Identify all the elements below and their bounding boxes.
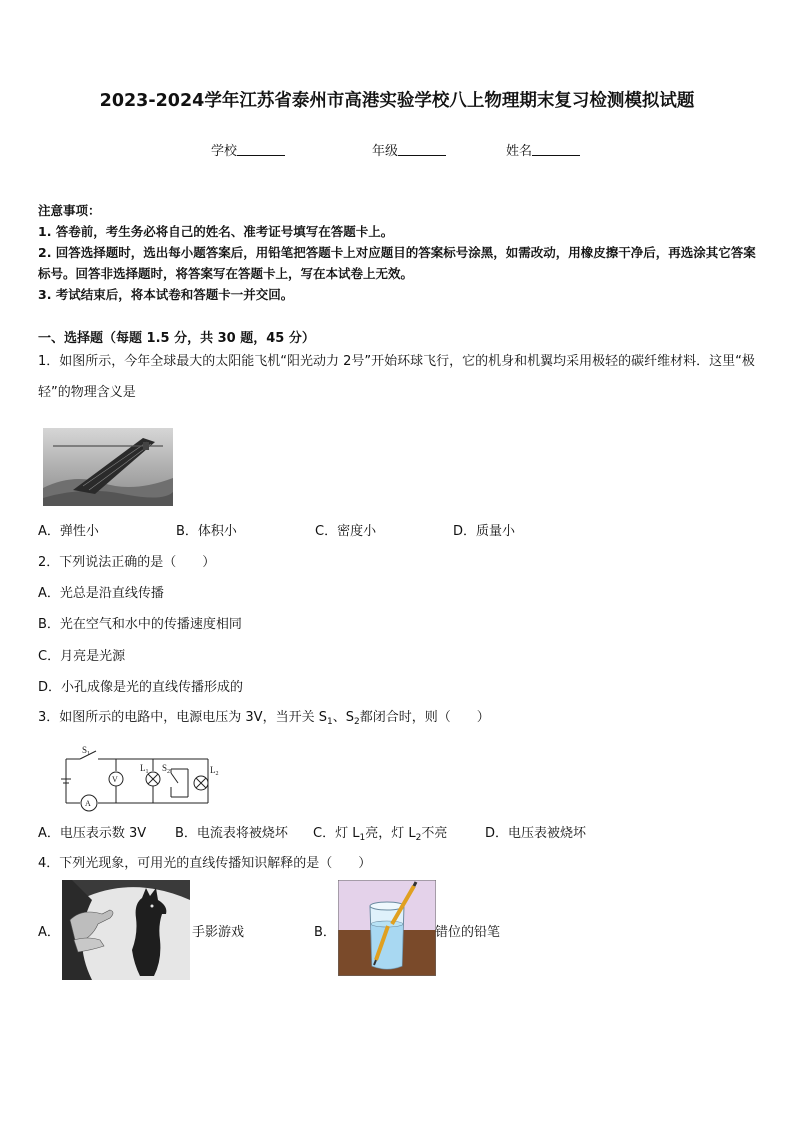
switch-s1-label: $S_1$ — [82, 745, 91, 757]
q3-option-b[interactable]: B．电流表将被烧坏 — [175, 826, 288, 841]
notice-item-2: 2. 回答选择题时，选出每小题答案后，用铅笔把答题卡上对应题目的答案标号涂黑，如需改动，用橡皮擦干净后，再选涂其它答案标号。回答非选择题时，将答案写在答题卡上，写在本试卷上无效。 — [38, 245, 756, 281]
circuit-diagram — [58, 745, 226, 813]
solar-plane-image — [43, 428, 173, 506]
name-field — [506, 140, 580, 159]
grade-label: 年级 — [372, 144, 399, 159]
ammeter-label: A — [85, 799, 91, 808]
grade-blank[interactable] — [398, 143, 446, 156]
q2-option-b[interactable]: B．光在空气和水中的传播速度相同 — [38, 617, 242, 632]
q3-option-a[interactable]: A．电压表示数 3V — [38, 826, 147, 841]
switch-s2-label: $S_2$ — [162, 763, 171, 775]
hand-shadow-image — [62, 880, 190, 980]
name-blank[interactable] — [532, 143, 580, 156]
notice-item-1: 1. 答卷前，考生务必将自己的姓名、准考证号填写在答题卡上。 — [38, 224, 394, 239]
notice-heading: 注意事项： — [38, 203, 101, 218]
q3-text-part-b: 、S — [332, 710, 354, 725]
q4-option-b-label[interactable]: B． — [314, 925, 336, 940]
q3-text-part-a: 3．如图所示的电路中，电源电压为 3V，当开关 S — [38, 710, 327, 725]
question-2-text: 2．下列说法正确的是（ ） — [38, 555, 216, 570]
q3-option-c[interactable] — [313, 822, 447, 843]
q1-option-b[interactable]: B．体积小 — [176, 524, 237, 539]
name-label: 姓名 — [506, 144, 533, 159]
notice-block — [38, 200, 758, 305]
q4-option-a-label[interactable]: A． — [38, 925, 60, 940]
q3-text-sub-1: 1 — [326, 717, 333, 727]
section-heading: 一、选择题（每题 1.5 分，共 30 题，45 分） — [38, 331, 315, 346]
grade-field — [372, 140, 446, 159]
lamp-l1-label: $L_1$ — [140, 763, 149, 775]
q3-option-d[interactable]: D．电压表被烧坏 — [485, 826, 587, 841]
question-1-text: 1．如图所示，今年全球最大的太阳能飞机“阳光动力 2号”开始环球飞行，它的机身和机翼均采用极轻的碳纤维材料．这里“极轻”的物理含义是 — [38, 354, 755, 400]
q2-option-d[interactable]: D．小孔成像是光的直线传播形成的 — [38, 680, 244, 695]
lamp-l2-label: $L_2$ — [210, 765, 219, 777]
q3-text-part-c: 都闭合时，则（ ） — [359, 710, 490, 725]
school-label: 学校 — [211, 144, 238, 159]
school-field — [211, 140, 285, 159]
question-3-text — [38, 706, 490, 727]
school-blank[interactable] — [237, 143, 285, 156]
q1-option-a[interactable]: A．弹性小 — [38, 524, 99, 539]
q3-option-c-sub-2: 2 — [415, 833, 422, 843]
q4-option-b-caption: 错位的铅笔 — [435, 925, 501, 940]
notice-item-3: 3. 考试结束后，将本试卷和答题卡一并交回。 — [38, 287, 294, 302]
pencil-in-glass-image — [338, 880, 436, 976]
q1-option-d[interactable]: D．质量小 — [453, 524, 516, 539]
q4-option-a-caption: 手影游戏 — [192, 925, 245, 940]
q2-option-a[interactable]: A．光总是沿直线传播 — [38, 586, 164, 601]
question-4-text: 4．下列光现象，可用光的直线传播知识解释的是（ ） — [38, 856, 372, 871]
q3-option-c-part-b: 亮，灯 L — [365, 826, 416, 841]
q3-option-c-part-a: C．灯 L — [313, 826, 360, 841]
q3-option-c-part-c: 不亮 — [421, 826, 448, 841]
page-title: 2023-2024学年江苏省泰州市高港实验学校八上物理期末复习检测模拟试题 — [99, 91, 695, 111]
q1-option-c[interactable]: C．密度小 — [315, 524, 377, 539]
voltmeter-label: V — [112, 775, 118, 784]
q3-text-sub-2: 2 — [353, 717, 360, 727]
q2-option-c[interactable]: C．月亮是光源 — [38, 649, 126, 664]
q3-option-c-sub-1: 1 — [359, 833, 366, 843]
